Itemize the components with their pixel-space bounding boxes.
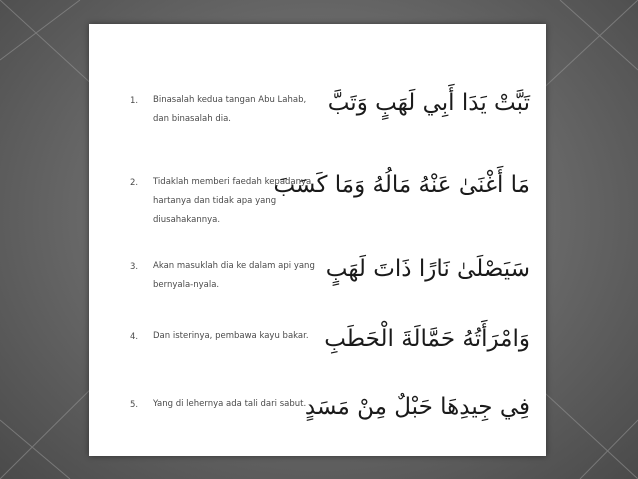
verse-translation: Dan isterinya, pembawa kayu bakar. <box>153 331 309 341</box>
content-card <box>89 24 546 456</box>
verse-translation: Tidaklah memberi faedah kepadanya hartanya dan tidak apa yang diusahakannya. <box>153 177 312 225</box>
verse-arabic: سَيَصْلَىٰ نَارًا ذَاتَ لَهَبٍ <box>325 256 530 282</box>
verse-arabic: تَبَّتْ يَدَا أَبِي لَهَبٍ وَتَبَّ <box>327 90 530 116</box>
verse-number: 5. <box>130 400 139 410</box>
verse-arabic: مَا أَغْنَىٰ عَنْهُ مَالُهُ وَمَا كَسَبَ <box>273 172 530 198</box>
verse-number: 1. <box>130 96 139 106</box>
verse-translation: Akan masuklah dia ke dalam api yang bernyala-nyala. <box>153 261 315 290</box>
verse-translation: Yang di lehernya ada tali dari sabut. <box>153 399 307 409</box>
verse-number: 2. <box>130 178 139 188</box>
verse-number: 4. <box>130 332 139 342</box>
verse-number: 3. <box>130 262 139 272</box>
verse-translation: Binasalah kedua tangan Abu Lahab, dan binasalah dia. <box>153 95 307 124</box>
verse-arabic: فِي جِيدِهَا حَبْلٌ مِنْ مَسَدٍ <box>304 394 530 420</box>
verse-arabic: وَامْرَأَتُهُ حَمَّالَةَ الْحَطَبِ <box>324 326 530 352</box>
